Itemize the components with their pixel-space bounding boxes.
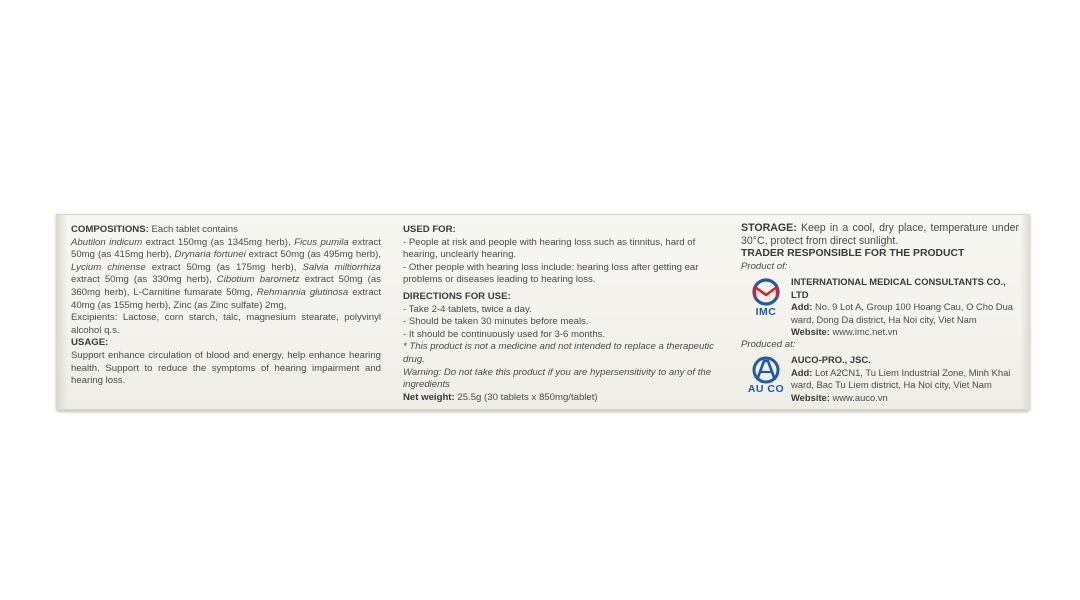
warning-text: Warning: Do not take this product if you are hypersensitivity to any of the ingredients xyxy=(403,366,712,391)
ingredient-list xyxy=(71,237,381,311)
used-for-heading: USED FOR: xyxy=(403,224,456,235)
auco-website-label: Website: xyxy=(791,391,830,403)
imc-website-label: Website: xyxy=(791,326,830,338)
imc-address-text: No. 9 Lot A, Group 100 Hoang Cau, O Cho Dua ward, Dong Da district, Ha Noi city, Viet Nam xyxy=(791,301,1014,325)
ingredient-detail: extract 150mg (as 1345mg herb), xyxy=(142,236,295,248)
storage-text: Keep in a cool, dry place, temperature under 30°C, protect from direct sunlight. xyxy=(741,222,1019,247)
product-note: * This product is not a medicine and not intended to replace a therapeutic drug. xyxy=(403,341,714,365)
compositions-intro: Each tablet contains xyxy=(148,224,238,235)
usage-heading: USAGE: xyxy=(71,337,109,349)
imc-website-text: www.imc.net.vn xyxy=(829,326,898,338)
ingredient-name: Salvia miltiorrhiza xyxy=(302,261,382,273)
auco-website-text: www.auco.vn xyxy=(829,391,888,403)
imc-logo-text: IMC xyxy=(755,306,777,319)
auco-website xyxy=(791,392,1019,404)
compositions-column xyxy=(71,224,381,388)
directions-heading: DIRECTIONS FOR USE: xyxy=(403,290,511,302)
ingredient-detail: extract 40mg (as 155mg herb), Zinc (as Zinc sulfate) 2mg, xyxy=(71,286,381,311)
trader-heading: TRADER RESPONSIBLE FOR THE PRODUCT xyxy=(741,248,965,259)
product-of-label: Product of: xyxy=(741,260,788,272)
box-bottom-edge xyxy=(58,410,1028,414)
usage-text: Support enhance circulation of blood and energy, help enhance hearing health. Support to reduce the symptoms of hearing impairment and hearing loss. xyxy=(71,349,381,387)
ingredient-detail: extract 50mg (as 495mg herb), xyxy=(245,249,381,261)
list-item: - Should be taken 30 minutes before meals. xyxy=(403,316,589,328)
imc-name: INTERNATIONAL MEDICAL CONSULTANTS CO., LTD xyxy=(791,276,1006,300)
ingredient-name: Drynaria fortunei xyxy=(174,249,246,261)
imc-company-block xyxy=(741,276,1019,338)
auco-company-block xyxy=(741,354,1019,404)
list-item: - It should be continuously used for 3-6 months. xyxy=(403,328,606,340)
auco-name: AUCO-PRO., JSC. xyxy=(791,354,871,366)
net-weight-value: 25.5g (30 tablets x 850mg/tablet) xyxy=(454,391,598,403)
ingredient-detail: extract 50mg (as 175mg herb), xyxy=(145,261,303,273)
net-weight xyxy=(403,392,723,405)
list-item: - People at risk and people with hearing loss such as tinnitus, hard of hearing, unclearly hearing. xyxy=(403,236,696,261)
ingredient-name: Abutilon indicum xyxy=(71,236,143,248)
list-item: - Other people with hearing loss include: hearing loss after getting ear problems or diseases leading to hearing loss. xyxy=(403,261,699,286)
imc-address xyxy=(791,301,1019,326)
ingredient-detail: extract 50mg (as 360mg herb), L-Carnitine fumarate 50mg, xyxy=(71,274,381,298)
auco-logo-text: AU CO xyxy=(747,383,785,396)
auco-address xyxy=(791,367,1019,392)
ingredient-detail: extract 50mg (as 415mg herb), xyxy=(71,236,381,261)
ingredient-name: Cibotium barometz xyxy=(216,274,300,286)
ingredient-name: Ficus pumila xyxy=(294,236,349,248)
imc-add-label: Add: xyxy=(791,301,813,313)
auco-address-text: Lot A2CN1, Tu Liem Industrial Zone, Minh Khai ward, Bac Tu Liem district, Ha Noi city, Viet Nam xyxy=(791,366,1011,391)
directions-list xyxy=(403,304,723,342)
list-item: - Take 2-4 tablets, twice a day. xyxy=(403,303,532,315)
ingredient-name: Lycium chinense xyxy=(71,261,146,273)
imc-website xyxy=(791,326,1019,338)
auco-add-label: Add: xyxy=(791,366,813,378)
produced-at-label: Produced at: xyxy=(741,338,796,350)
manufacturer-column xyxy=(741,222,1019,404)
net-weight-label: Net weight: xyxy=(403,391,455,403)
compositions-heading: COMPOSITIONS: xyxy=(71,224,149,235)
used-for-list xyxy=(403,237,723,287)
storage-paragraph xyxy=(741,222,1019,248)
excipients-text: Excipients: Lactose, corn starch, talc, magnesium stearate, polyvinyl alcohol q.s. xyxy=(71,312,381,336)
storage-heading: STORAGE: xyxy=(741,222,797,234)
ingredient-detail: extract 50mg (as 330mg herb), xyxy=(71,274,217,286)
ingredient-name: Rehmannia glutinosa xyxy=(256,286,349,298)
instructions-column xyxy=(403,224,723,404)
compositions-paragraph xyxy=(71,224,381,337)
